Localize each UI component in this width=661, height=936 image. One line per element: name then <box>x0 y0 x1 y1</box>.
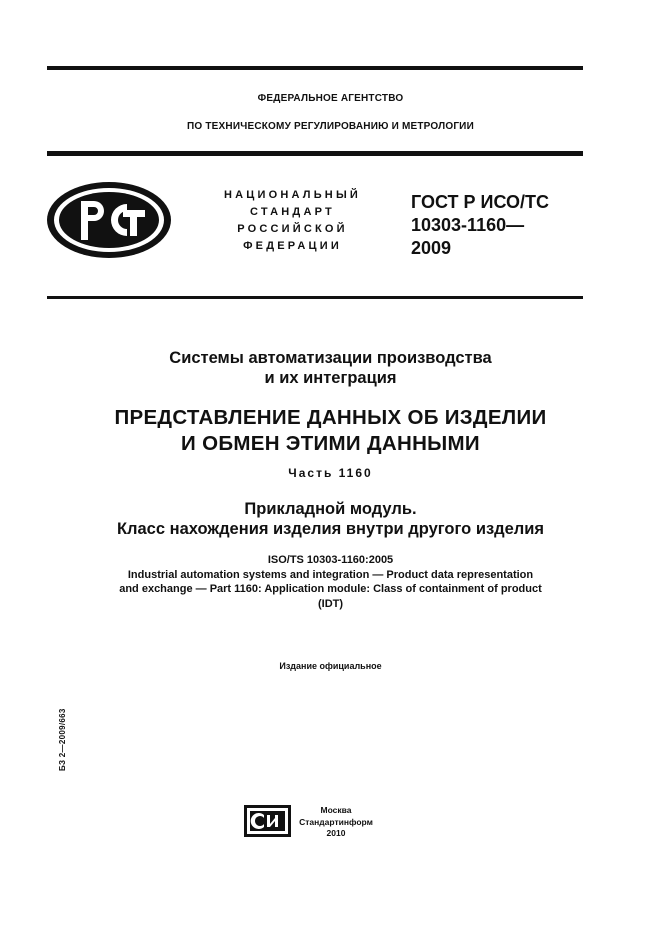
mid-rule <box>47 296 583 299</box>
header-rule <box>47 151 583 156</box>
main-title <box>0 405 661 457</box>
standard-type-block <box>200 187 385 255</box>
top-rule <box>47 66 583 70</box>
standard-code <box>411 191 549 260</box>
rst-logo-icon <box>45 180 173 260</box>
standard-type-line: СТАНДАРТ <box>250 206 335 218</box>
subtitle-line2: и их интеграция <box>264 369 397 387</box>
part-number: Часть 1160 <box>288 466 373 480</box>
standartinform-logo-icon <box>244 805 291 837</box>
agency-name-line1: ФЕДЕРАЛЬНОЕ АГЕНТСТВО <box>257 93 404 104</box>
standard-type-line: ФЕДЕРАЦИИ <box>243 240 342 252</box>
iso-title-line3: (IDT) <box>317 597 344 610</box>
subtitle <box>0 348 661 388</box>
module-title <box>0 499 661 539</box>
iso-title-line1: Industrial automation systems and integration — Product data representation <box>127 568 534 581</box>
side-code: БЗ 2—2009/663 <box>58 708 67 771</box>
publisher-city: Москва <box>320 805 352 815</box>
edition-label: Издание официальное <box>279 661 382 671</box>
iso-reference <box>0 553 661 611</box>
iso-title-line2: and exchange — Part 1160: Application module: Class of containment of product <box>119 583 542 595</box>
main-title-line1: ПРЕДСТАВЛЕНИЕ ДАННЫХ ОБ ИЗДЕЛИИ <box>114 406 547 429</box>
subtitle-line1: Системы автоматизации производства <box>169 349 492 367</box>
main-title-line2: И ОБМЕН ЭТИМИ ДАННЫМИ <box>181 432 480 455</box>
standard-type-line: РОССИЙСКОЙ <box>237 223 348 235</box>
agency-name-line2: ПО ТЕХНИЧЕСКОМУ РЕГУЛИРОВАНИЮ И МЕТРОЛОГИИ <box>187 121 474 132</box>
module-title-line1: Прикладной модуль. <box>244 500 417 518</box>
standard-code-line3: 2009 <box>411 238 452 258</box>
publisher-block <box>290 805 382 840</box>
iso-ref-code: ISO/TS 10303-1160:2005 <box>267 554 394 566</box>
standard-code-line2: 10303-1160— <box>411 215 525 235</box>
publisher-name: Стандартинформ <box>299 816 373 827</box>
module-title-line2: Класс нахождения изделия внутри другого изделия <box>116 520 545 538</box>
standard-code-line1: ГОСТ Р ИСО/ТС <box>411 192 550 212</box>
publisher-year: 2010 <box>326 828 346 838</box>
standard-type-line: НАЦИОНАЛЬНЫЙ <box>223 189 362 201</box>
